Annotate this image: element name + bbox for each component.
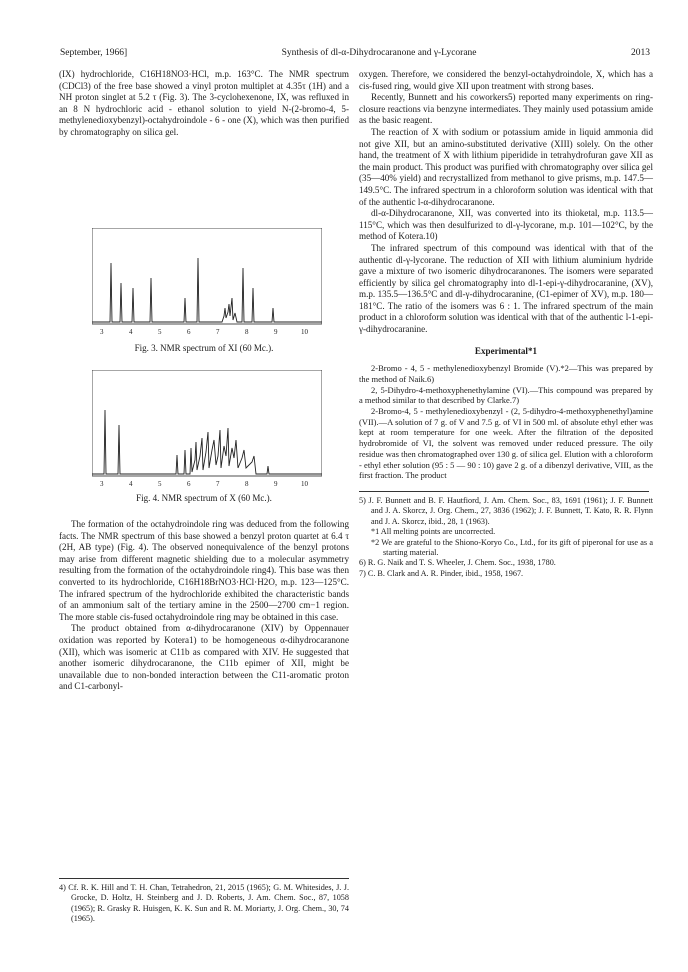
footnote-rule <box>59 878 349 879</box>
figure-3-caption: Fig. 3. NMR spectrum of XI (60 Mc.). <box>134 343 274 353</box>
nmr-spectrum-fig4 <box>92 370 322 490</box>
fig4-tick-label: 6 <box>187 480 191 488</box>
header-date: September, 1966] <box>60 48 128 58</box>
left-column <box>59 69 349 139</box>
reference-4: 4) Cf. R. K. Hill and T. H. Chan, Tetrahedron, 21, 2015 (1965); G. M. Whitesides, J. J. Grocke, D. Holtz, H. Steinberg and J. D. Roberts, J. Am. Chem. Soc., 87, 1058 (1965); R. Grasky R. Huisgen, K. K. Sun and R. M. Moriarty, J. Org. Chem., 30, 74 (1965). <box>59 883 349 924</box>
paragraph: The reaction of X with sodium or potassium amide in liquid ammonia did not give XII, but an amino-substituted derivative (XIII) solely. On the other hand, the treatment of X with lithium piperidide in tetrahydrofuran gave XII as the main product. This product was purified with chromatography over silica gel (35—40% yield) and recrystallized from methanol to give prisms, m.p. 147.5—149.5°C. The infrared spectrum in a chloroform solution was identical with that of the authentic l-α-dihydrocaranone. <box>359 126 653 207</box>
left-column-lower <box>59 519 349 693</box>
fig3-tick-label: 4 <box>129 328 133 336</box>
fig4-tick-label: 3 <box>100 480 104 488</box>
nmr-spectrum-fig3 <box>92 228 322 338</box>
experimental-paragraph: 2-Bromo - 4, 5 - methylenedioxybenzyl Bromide (V).*2—This was prepared by the method of Naik.6) <box>359 363 653 384</box>
section-heading-experimental: Experimental*1 <box>474 345 538 356</box>
fig3-tick-label: 7 <box>216 328 220 336</box>
footnote-2: *2 We are grateful to the Shiono-Koryo Co., Ltd., for its gift of piperonal for use as a starting material. <box>371 537 653 558</box>
figure-4-caption: Fig. 4. NMR spectrum of X (60 Mc.). <box>136 493 272 503</box>
footnotes-left <box>59 878 349 925</box>
fig4-tick-label: 9 <box>274 480 278 488</box>
reference-6: 6) R. G. Naik and T. S. Wheeler, J. Chem. Soc., 1938, 1780. <box>359 558 556 568</box>
right-column <box>359 69 653 579</box>
fig4-tick-label: 7 <box>216 480 220 488</box>
figure-4-spectrum <box>92 370 322 490</box>
fig3-tick-label: 6 <box>187 328 191 336</box>
fig3-tick-label: 3 <box>100 328 104 336</box>
fig4-tick-label: 4 <box>129 480 133 488</box>
reference-5: 5) J. F. Bunnett and B. F. Hautfiord, J. Am. Chem. Soc., 83, 1691 (1961); J. F. Bunnett and J. A. Skorcz, J. Org. Chem., 27, 3836 (1962); J. F. Bunnett, T. Kato, R. R. Flynn and J. A. Skorcz, ibid., 28, 1 (1963). <box>359 495 653 526</box>
header-title: Synthesis of dl-α-Dihydrocaranone and γ-Lycorane <box>281 48 477 58</box>
running-header <box>60 48 650 62</box>
fig4-tick-label: 10 <box>301 480 308 488</box>
fig4-tick-label: 8 <box>245 480 249 488</box>
fig3-tick-label: 8 <box>245 328 249 336</box>
experimental-paragraph: 2-Bromo-4, 5 - methylenedioxybenzyl - (2, 5-dihydro-4-methoxyphenethyl)amine (VII).—A solution of 7 g. of V and 7.5 g. of VI in 500 ml. of absolute ethyl ether was kept at room temperature for one week. After the filtration of the deposited hydrobromide of VI, the solvent was removed under reduced pressure. The oily residue was then chromatographed over 130 g. of silica gel. Elution with a chloroform - ethyl ether solution (95 : 5 — 90 : 10) gave 2 g. of a dibenzyl derivative, VIII, as the first fraction. The product <box>359 406 653 481</box>
figure-3-spectrum <box>92 228 322 338</box>
paragraph: Recently, Bunnett and his coworkers5) reported many experiments on ring-closure reactions via benzyne intermediates. They mainly used potassium amide as the basic reagent. <box>359 92 653 126</box>
fig3-tick-label: 9 <box>274 328 278 336</box>
footnote-1: *1 All melting points are uncorrected. <box>371 527 496 537</box>
paragraph: (IX) hydrochloride, C16H18NO3·HCl, m.p. 163°C. The NMR spectrum (CDCl3) of the free base showed a vinyl proton multiplet at 4.35τ (1H) and a NH proton singlet at 5.2 τ (Fig. 3). The 3-cyclohexenone, IX, was refluxed in an 8 N hydrochloric acid - ethanol solution to yield N-(2-bromo-4, 5-methylenedioxybenzyl)-octahydroindole - 6 - one (X), which was then purified by chromatography on silica gel. <box>59 69 349 137</box>
paragraph: The product obtained from α-dihydrocaranone (XIV) by Oppennauer oxidation was reported by Kotera1) to be homogeneous α-dihydrocaranone (XII), which was isomeric at C11b as compared with XIV. He suggested that another isomeric dihydrocaranone, the C11b epimer of XII, might be unavailable due to non-bonded interaction between the C11-aromatic proton and C1-carbonyl- <box>59 623 349 692</box>
footnotes-right <box>359 491 653 579</box>
footnote-rule <box>359 491 649 492</box>
fig4-tick-label: 5 <box>158 480 162 488</box>
paragraph: The formation of the octahydroindole ring was deduced from the following facts. The NMR spectrum of this base showed a benzyl proton quartet at 6.4 τ (2H, AB type) (Fig. 4). The observed nonequivalence of the benzyl protons may arise from different magnetic shielding due to a molecular asymmetry resulting from the formation of the octahydroindole ring4). This base was then converted to its hydrochloride, C16H18BrNO3·HCl·H2O, m.p. 123—125°C. The infrared spectrum of the hydrochloride exhibited the characteristic bands of an ammonium salt of the tertiary amine in the 2500—2700 cm−1 region. The more stable cis-fused octahydroindole ring may be obtained in this case. <box>59 519 349 622</box>
reference-7: 7) C. B. Clark and A. R. Pinder, ibid., 1958, 1967. <box>359 568 524 578</box>
experimental-paragraph: 2, 5-Dihydro-4-methoxyphenethylamine (VI).—This compound was prepared by a method similar to that described by Clarke.7) <box>359 384 653 406</box>
experimental-section <box>359 363 653 481</box>
paragraph: oxygen. Therefore, we considered the benzyl-octahydroindole, X, which has a cis-fused ring, would give XII upon treatment with strong bases. <box>359 69 653 91</box>
fig3-tick-label: 5 <box>158 328 162 336</box>
fig3-tick-label: 10 <box>301 328 308 336</box>
page-number: 2013 <box>630 48 650 58</box>
paragraph: The infrared spectrum of this compound was identical with that of the authentic dl-γ-lycorane. The reduction of XII with lithium aluminium hydride gave a mixture of two isomeric dihydrocaranones. The isomers were separated efficiently by silica gel chromatography into dl-1-epi-γ-dihydrocaranine, (XV), m.p. 135.5—136.5°C and dl-γ-dihydrocaranine, (C1-epimer of XV), m.p. 180—181°C. The ratio of the isomers was 6 : 1. The infrared spectrum of the main product in a chloroform solution was identical with that of the authentic l-1-epi-γ-dihydrocaranine. <box>359 242 653 335</box>
paragraph: dl-α-Dihydrocaranone, XII, was converted into its thioketal, m.p. 113.5—115°C, which was then desulfurized to dl-γ-lycorane, m.p. 101—102°C, by the method of Kotera.10) <box>359 208 653 242</box>
